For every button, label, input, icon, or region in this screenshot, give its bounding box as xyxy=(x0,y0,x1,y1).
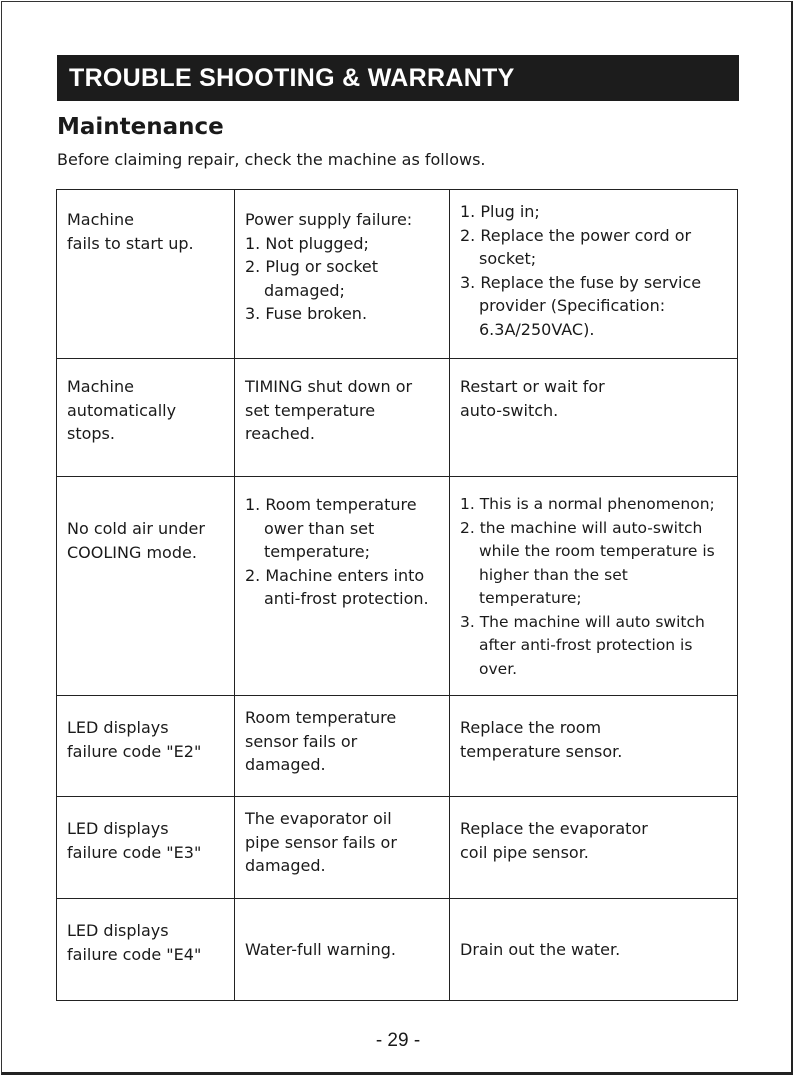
problem-line: LED displays xyxy=(67,718,169,737)
problem-cell xyxy=(57,797,235,899)
cause-item: 2. Plug or socket damaged; xyxy=(245,257,379,300)
cause-title: Power supply failure: xyxy=(245,210,413,229)
cause-cell xyxy=(235,899,450,1001)
table-row xyxy=(57,797,738,899)
cause-item: 1. Not plugged; xyxy=(245,233,369,253)
solution-cell xyxy=(450,190,738,359)
solution-cell xyxy=(450,899,738,1001)
cause-text: TIMING shut down or set temperature reached. xyxy=(245,377,413,443)
solution-cell xyxy=(450,477,738,696)
cause-text: Room temperature sensor fails or damaged. xyxy=(245,708,397,774)
cause-item: 3. Fuse broken. xyxy=(245,304,368,323)
solution-item: 2. the machine will auto-switch while the room temperature is higher than the set temperature; xyxy=(460,518,715,607)
table-row xyxy=(57,899,738,1001)
solution-text: Restart or wait for auto-switch. xyxy=(460,377,605,420)
problem-cell xyxy=(57,477,235,696)
cause-cell xyxy=(235,696,450,797)
problem-line: Machine xyxy=(67,210,134,229)
solution-item: 1. Plug in; xyxy=(460,202,540,221)
solution-text: Drain out the water. xyxy=(460,939,621,959)
section-banner: TROUBLE SHOOTING & WARRANTY xyxy=(57,55,739,101)
problem-cell xyxy=(57,899,235,1001)
solution-item: 3. The machine will auto switch after anti-frost protection is over. xyxy=(460,612,705,678)
problem-line: fails to start up. xyxy=(67,233,194,253)
problem-line: No cold air under xyxy=(67,519,205,538)
problem-cell xyxy=(57,359,235,477)
table-row xyxy=(57,477,738,696)
problem-line: automatically xyxy=(67,400,177,420)
problem-line: LED displays xyxy=(67,921,169,940)
table-row xyxy=(57,696,738,797)
solution-text: Replace the room temperature sensor. xyxy=(460,718,623,761)
problem-line: LED displays xyxy=(67,819,169,838)
section-heading: Maintenance xyxy=(57,114,224,140)
cause-cell xyxy=(235,797,450,899)
intro-text: Before claiming repair, check the machine as follows. xyxy=(57,150,486,169)
cause-cell xyxy=(235,190,450,359)
solution-cell xyxy=(450,696,738,797)
cause-cell xyxy=(235,359,450,477)
cause-text: The evaporator oil pipe sensor fails or damaged. xyxy=(245,809,397,875)
problem-line: failure code "E2" xyxy=(67,741,202,761)
problem-line: COOLING mode. xyxy=(67,542,197,562)
problem-line: Machine xyxy=(67,377,134,396)
table-row xyxy=(57,190,738,359)
solution-text: Replace the evaporator coil pipe sensor. xyxy=(460,819,648,862)
solution-item: 3. Replace the fuse by service provider (Specification: 6.3A/250VAC). xyxy=(460,272,702,339)
cause-text: Water-full warning. xyxy=(245,939,396,959)
page-number: - 29 - xyxy=(375,1030,421,1051)
problem-cell xyxy=(57,190,235,359)
solution-cell xyxy=(450,359,738,477)
cause-item: 2. Machine enters into anti-frost protection. xyxy=(245,565,429,608)
solution-item: 2. Replace the power cord or socket; xyxy=(460,225,692,268)
problem-line: failure code "E3" xyxy=(67,842,202,862)
solution-cell xyxy=(450,797,738,899)
troubleshooting-table xyxy=(56,189,738,1001)
problem-line: stops. xyxy=(67,424,115,443)
problem-line: failure code "E4" xyxy=(67,944,202,964)
solution-item: 1. This is a normal phenomenon; xyxy=(460,495,715,513)
cause-item: 1. Room temperature ower than set temperature; xyxy=(245,495,417,561)
cause-cell xyxy=(235,477,450,696)
table-row xyxy=(57,359,738,477)
problem-cell xyxy=(57,696,235,797)
